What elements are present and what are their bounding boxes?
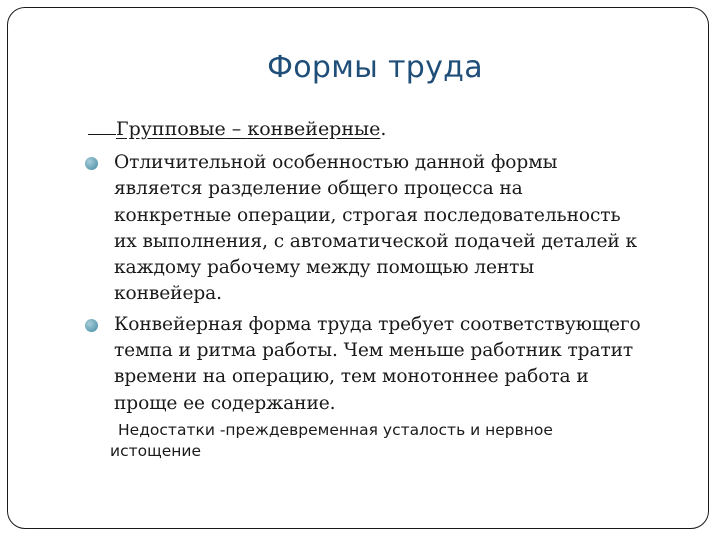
bullet-dot-icon <box>85 319 98 332</box>
drawbacks-note-text: Недостатки -преждевременная усталость и нервное истощение <box>110 421 553 460</box>
subtitle-part1: Групповые <box>116 118 226 140</box>
subtitle-part2: конвейерные <box>247 118 381 140</box>
subtitle-end: . <box>380 118 387 140</box>
subtitle-separator: – <box>225 118 248 140</box>
slide-title: Формы труда <box>267 50 483 85</box>
bullet-item <box>85 312 645 417</box>
drawbacks-note <box>110 420 630 462</box>
leading-underline <box>88 116 116 135</box>
bullet-dot-icon <box>85 157 98 170</box>
bullet-text: Конвейерная форма труда требует соответствующего темпа и ритма работы. Чем меньше работник тратит времени на операцию, тем монотоннее работа и проще ее содержание. <box>114 313 641 414</box>
bullet-text: Отличительной особенностью данной формы является разделение общего процесса на конкретные операции, строгая последовательность их выполнения, с автоматической подачей деталей к каждому рабочему между помощью ленты конвейера. <box>114 152 637 305</box>
bullet-list <box>85 150 645 421</box>
subtitle-line <box>88 116 386 140</box>
bullet-item <box>85 150 645 308</box>
